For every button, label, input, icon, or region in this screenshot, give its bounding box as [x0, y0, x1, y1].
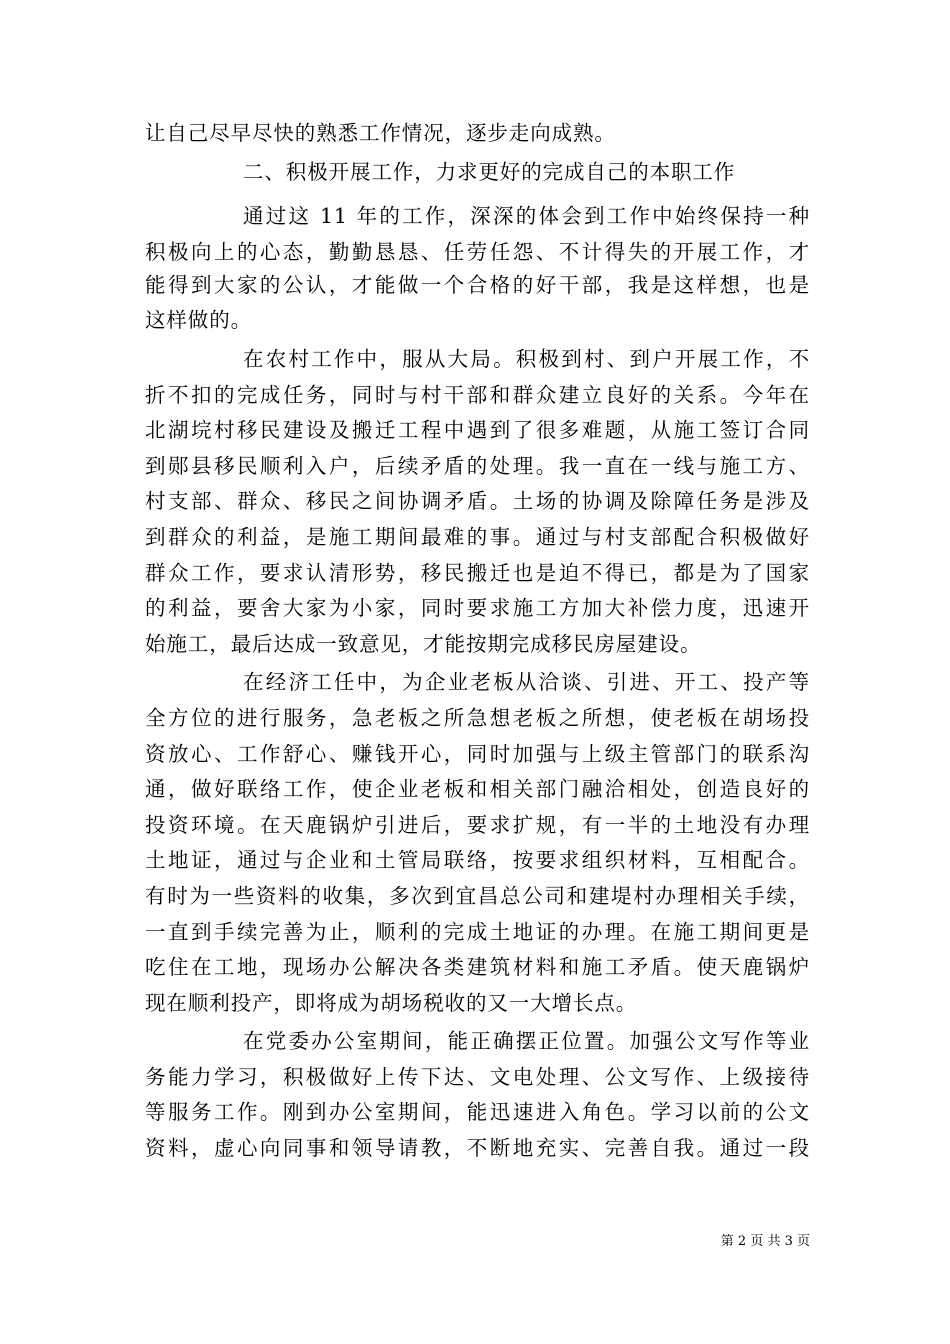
- text-line: 村支部、群众、移民之间协调矛盾。土场的协调及除障任务是涉及: [145, 489, 810, 513]
- text-line: 一直到手续完善为止，顺利的完成土地证的办理。在施工期间更是: [145, 920, 810, 944]
- text-line: 群众工作，要求认清形势，移民搬迁也是迫不得已，都是为了国家: [145, 561, 810, 585]
- section-heading: 二、积极开展工作，力求更好的完成自己的本职工作: [243, 160, 736, 184]
- text-line: 等服务工作。刚到办公室期间，能迅速进入角色。学习以前的公文: [145, 1100, 810, 1124]
- text-line: 在经济工任中，为企业老板从洽谈、引进、开工、投产等: [243, 670, 810, 694]
- text-line: 让自己尽早尽快的熟悉工作情况，逐步走向成熟。: [145, 121, 616, 145]
- text-line: 折不扣的完成任务，同时与村干部和群众建立良好的关系。今年在: [145, 383, 810, 407]
- text-line: 到郧县移民顺利入户，后续矛盾的处理。我一直在一线与施工方、: [145, 454, 810, 478]
- text-line: 的利益，要舍大家为小家，同时要求施工方加大补偿力度，迅速开: [145, 596, 810, 620]
- text-line: 北湖垸村移民建设及搬迁工程中遇到了很多难题，从施工签订合同: [145, 418, 810, 442]
- text-line: 土地证，通过与企业和土管局联络，按要求组织材料，互相配合。: [145, 848, 810, 872]
- text-line: 全方位的进行服务，急老板之所急想老板之所想，使老板在胡场投: [145, 706, 810, 730]
- text-line: 通，做好联络工作，使企业老板和相关部门融洽相处，创造良好的: [145, 777, 810, 801]
- text-line: 务能力学习，积极做好上传下达、文电处理、公文写作、上级接待: [145, 1065, 810, 1089]
- text-line: 资放心、工作舒心、赚钱开心，同时加强与上级主管部门的联系沟: [145, 742, 810, 766]
- text-line: 积极向上的心态，勤勤恳恳、任劳任怨、不计得失的开展工作，才: [145, 240, 810, 264]
- text-line: 这样做的。: [145, 308, 252, 332]
- text-line: 始施工，最后达成一致意见，才能按期完成移民房屋建设。: [145, 632, 702, 656]
- text-line: 投资环境。在天鹿锅炉引进后，要求扩规，有一半的土地没有办理: [145, 813, 810, 837]
- text-line: 在农村工作中，服从大局。积极到村、到户开展工作，不: [243, 347, 810, 371]
- text-line: 吃住在工地，现场办公解决各类建筑材料和施工矛盾。使天鹿锅炉: [145, 955, 810, 979]
- text-line: 有时为一些资料的收集，多次到宜昌总公司和建堤村办理相关手续，: [145, 884, 810, 908]
- text-line: 资料，虚心向同事和领导请教，不断地充实、完善自我。通过一段: [145, 1136, 810, 1160]
- text-line: 能得到大家的公认，才能做一个合格的好干部，我是这样想，也是: [145, 273, 810, 297]
- text-line: 到群众的利益，是施工期间最难的事。通过与村支部配合积极做好: [145, 525, 810, 549]
- text-line: 在党委办公室期间，能正确摆正位置。加强公文写作等业: [243, 1029, 810, 1053]
- text-line: 通过这 11 年的工作，深深的体会到工作中始终保持一种: [243, 204, 810, 228]
- text-line: 现在顺利投产，即将成为胡场税收的又一大增长点。: [145, 991, 638, 1015]
- page-number-footer: 第 2 页 共 3 页: [720, 1234, 810, 1249]
